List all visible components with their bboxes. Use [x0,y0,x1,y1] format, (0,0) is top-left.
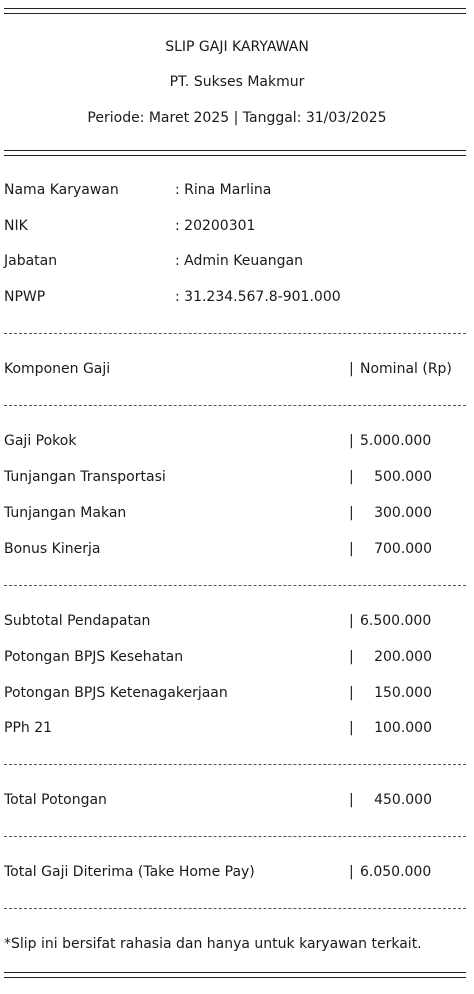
component-amount: 300.000 [374,505,432,521]
table-row [0,467,474,487]
company-name: PT. Sukses Makmur [169,74,305,90]
table-row [0,539,474,559]
table-row [0,503,474,523]
dash-separator [4,836,466,837]
component-amount: 5.000.000 [360,433,432,449]
employee-row-jabatan [0,251,474,271]
column-divider: | [349,541,354,557]
footnote-text: *Slip ini bersifat rahasia dan hanya untuk karyawan terkait. [4,936,422,952]
employee-label: NIK [4,218,28,234]
dash-separator [4,764,466,765]
dash-separator [4,405,466,406]
employee-row-name [0,180,474,200]
dash-separator [4,585,466,586]
double-separator-bottom [4,972,466,978]
take-home-amount: 6.050.000 [360,864,432,880]
employee-value: : Admin Keuangan [175,253,303,269]
component-label: Bonus Kinerja [4,541,101,557]
dash-separator [4,908,466,909]
table-header [0,359,474,379]
double-separator-top [4,8,466,14]
employee-label: NPWP [4,289,46,305]
deduction-amount: 100.000 [374,720,432,736]
column-divider: | [349,649,354,665]
nominal-header: Nominal (Rp) [360,361,452,377]
take-home-label: Total Gaji Diterima (Take Home Pay) [4,864,255,880]
table-row [0,647,474,667]
deduction-amount: 200.000 [374,649,432,665]
footnote [0,934,474,954]
total-deductions-label: Total Potongan [4,792,107,808]
deduction-amount: 150.000 [374,685,432,701]
column-divider: | [349,469,354,485]
column-divider: | [349,685,354,701]
table-row [0,718,474,738]
column-divider: | [349,720,354,736]
component-header: Komponen Gaji [4,361,111,377]
deduction-label: Potongan BPJS Kesehatan [4,649,184,665]
total-deductions-amount: 450.000 [374,792,432,808]
employee-value: : 20200301 [175,218,256,234]
deduction-label: Potongan BPJS Ketenagakerjaan [4,685,228,701]
double-separator-header [4,150,466,156]
period-line: Periode: Maret 2025 | Tanggal: 31/03/2025 [87,110,387,126]
employee-label: Jabatan [4,253,58,269]
dash-separator [4,333,466,334]
employee-row-npwp [0,287,474,307]
slip-title: SLIP GAJI KARYAWAN [165,39,309,55]
take-home-row [0,862,474,882]
column-divider: | [349,864,354,880]
component-amount: 500.000 [374,469,432,485]
component-label: Tunjangan Transportasi [4,469,166,485]
subtotal-amount: 6.500.000 [360,613,432,629]
column-divider: | [349,792,354,808]
employee-value: : 31.234.567.8-901.000 [175,289,341,305]
total-deductions-row [0,790,474,810]
component-label: Gaji Pokok [4,433,77,449]
component-amount: 700.000 [374,541,432,557]
deduction-label: PPh 21 [4,720,53,736]
column-divider: | [349,433,354,449]
subtotal-row [0,611,474,631]
column-divider: | [349,505,354,521]
employee-value: : Rina Marlina [175,182,272,198]
subtotal-label: Subtotal Pendapatan [4,613,151,629]
column-divider: | [349,613,354,629]
table-row [0,683,474,703]
table-row [0,431,474,451]
employee-row-nik [0,216,474,236]
column-divider: | [349,361,354,377]
component-label: Tunjangan Makan [4,505,127,521]
employee-label: Nama Karyawan [4,182,119,198]
